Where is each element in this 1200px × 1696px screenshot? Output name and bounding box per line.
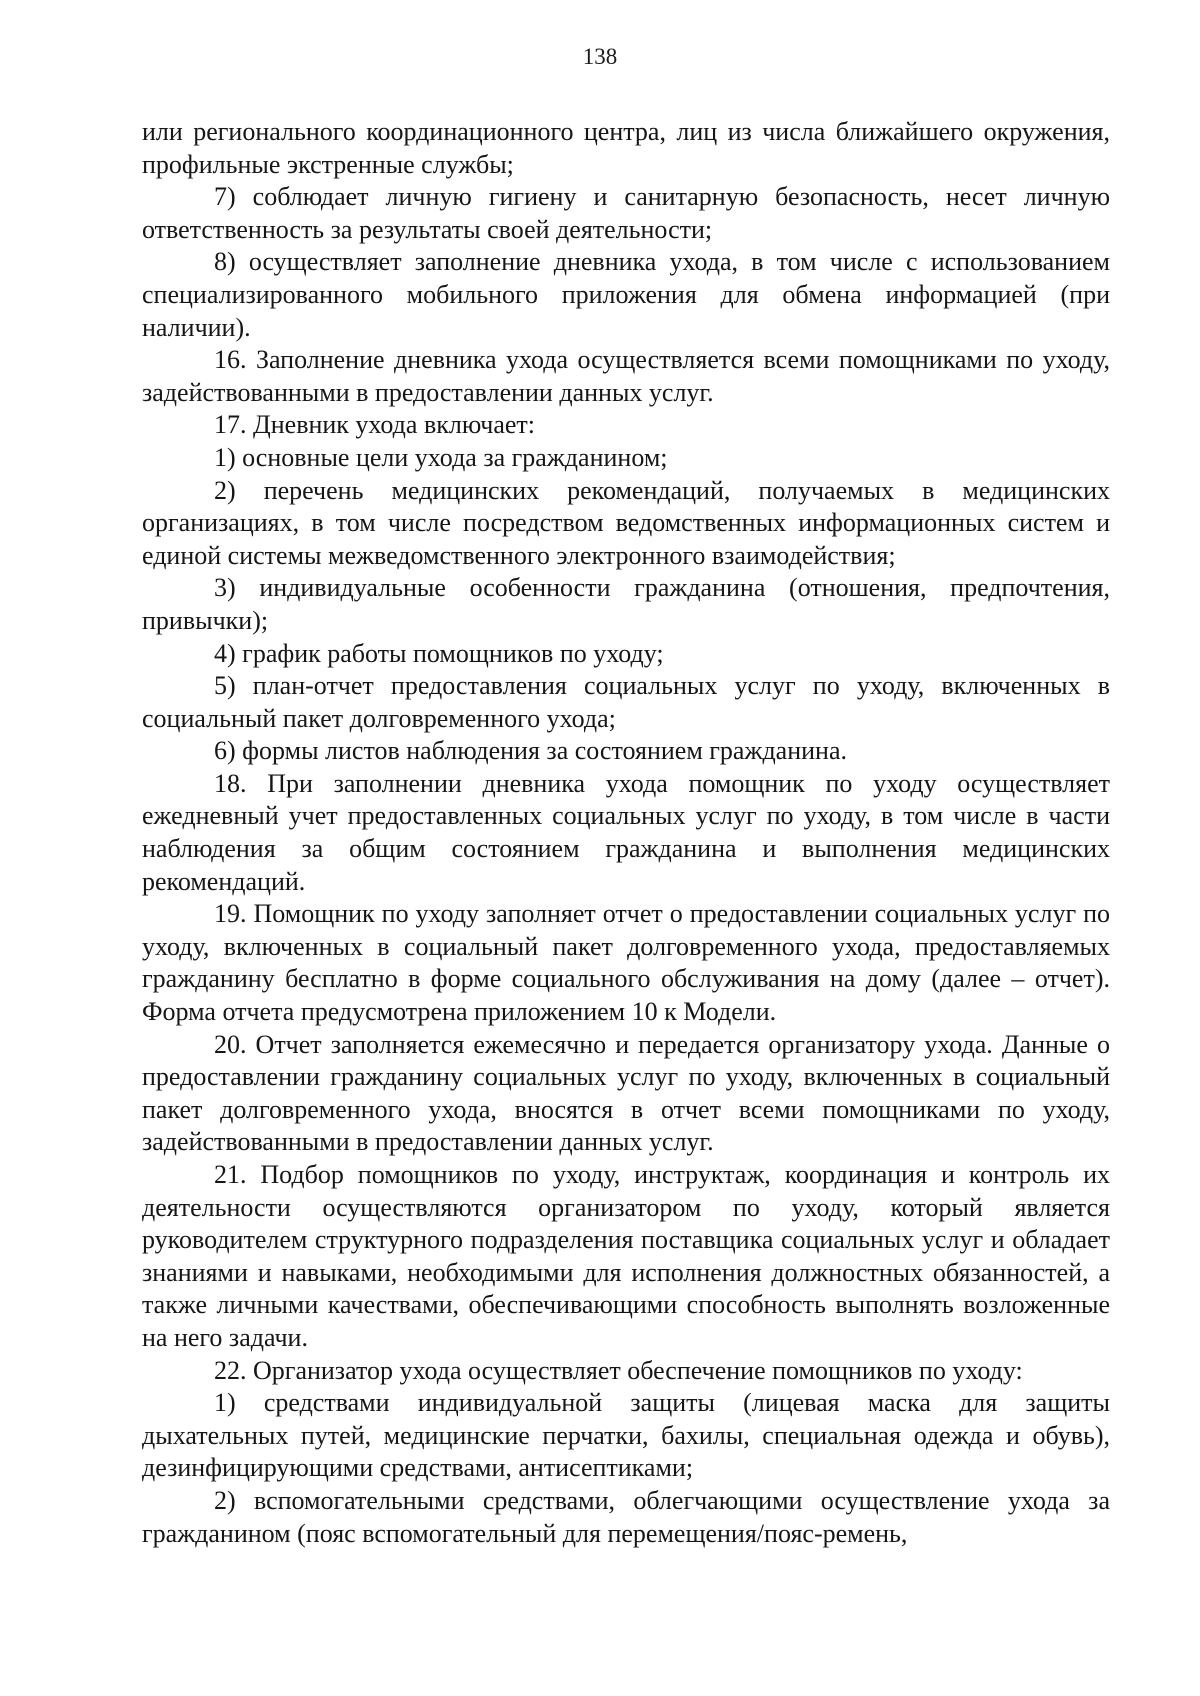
paragraph: 22. Организатор ухода осуществляет обеспечение помощников по уходу: bbox=[214, 1355, 1023, 1385]
paragraph: 20. Отчет заполняется ежемесячно и передается организатору ухода. Данные о предоставлении гражданину социальных услуг по уходу, включенных в социальный пакет долговременного ухода, вносятся в отчет всеми помощниками по уходу, задействованными в предоставлении данных услуг. bbox=[142, 1029, 1110, 1157]
paragraph: 7) соблюдает личную гигиену и санитарную безопасность, несет личную ответственность за результаты своей деятельности; bbox=[142, 182, 1110, 244]
paragraph: 16. Заполнение дневника ухода осуществляется всеми помощниками по уходу, задействованными в предоставлении данных услуг. bbox=[142, 345, 1110, 407]
paragraph: или регионального координационного центра, лиц из числа ближайшего окружения, профильные экстренные службы; bbox=[142, 117, 1110, 179]
paragraph: 3) индивидуальные особенности гражданина (отношения, предпочтения, привычки); bbox=[142, 573, 1110, 635]
paragraph: 5) план-отчет предоставления социальных услуг по уходу, включенных в социальный пакет долговременного ухода; bbox=[142, 671, 1110, 733]
paragraph: 1) основные цели ухода за гражданином; bbox=[214, 442, 668, 472]
document-body bbox=[142, 116, 1110, 1550]
paragraph: 2) вспомогательными средствами, облегчающими осуществление ухода за гражданином (пояс вспомогательный для перемещения/пояс-ремень, bbox=[142, 1485, 1110, 1548]
paragraph: 19. Помощник по уходу заполняет отчет о предоставлении социальных услуг по уходу, включенных в социальный пакет долговременного ухода, предоставляемых гражданину бесплатно в форме социального обслуживания на дому (далее – отчет). Форма отчета предусмотрена приложением 10 к Модели. bbox=[142, 899, 1110, 1027]
paragraph: 2) перечень медицинских рекомендаций, получаемых в медицинских организациях, в том числе посредством ведомственных информационных систем и единой системы межведомственного электронного взаимодействия; bbox=[142, 475, 1110, 570]
paragraph: 18. При заполнении дневника ухода помощник по уходу осуществляет ежедневный учет предоставленных социальных услуг по уходу, в том числе в части наблюдения за общим состоянием гражданина и выполнения медицинских рекомендаций. bbox=[142, 768, 1110, 896]
paragraph: 4) график работы помощников по уходу; bbox=[214, 638, 664, 668]
paragraph: 1) средствами индивидуальной защиты (лицевая маска для защиты дыхательных путей, медицинские перчатки, бахилы, специальная одежда и обувь), дезинфицирующими средствами, антисептиками; bbox=[142, 1388, 1110, 1483]
paragraph: 6) формы листов наблюдения за состоянием гражданина. bbox=[214, 736, 847, 766]
paragraph: 8) осуществляет заполнение дневника ухода, в том числе с использованием специализированного мобильного приложения для обмена информацией (при наличии). bbox=[142, 247, 1110, 342]
paragraph: 21. Подбор помощников по уходу, инструктаж, координация и контроль их деятельности осуществляются организатором по уходу, который является руководителем структурного подразделения поставщика социальных услуг и обладает знаниями и навыками, необходимыми для исполнения должностных обязанностей, а также личными качествами, обеспечивающими способность выполнять возложенные на него задачи. bbox=[142, 1160, 1110, 1352]
paragraph: 17. Дневник ухода включает: bbox=[214, 410, 536, 440]
page-number: 138 bbox=[582, 44, 618, 69]
